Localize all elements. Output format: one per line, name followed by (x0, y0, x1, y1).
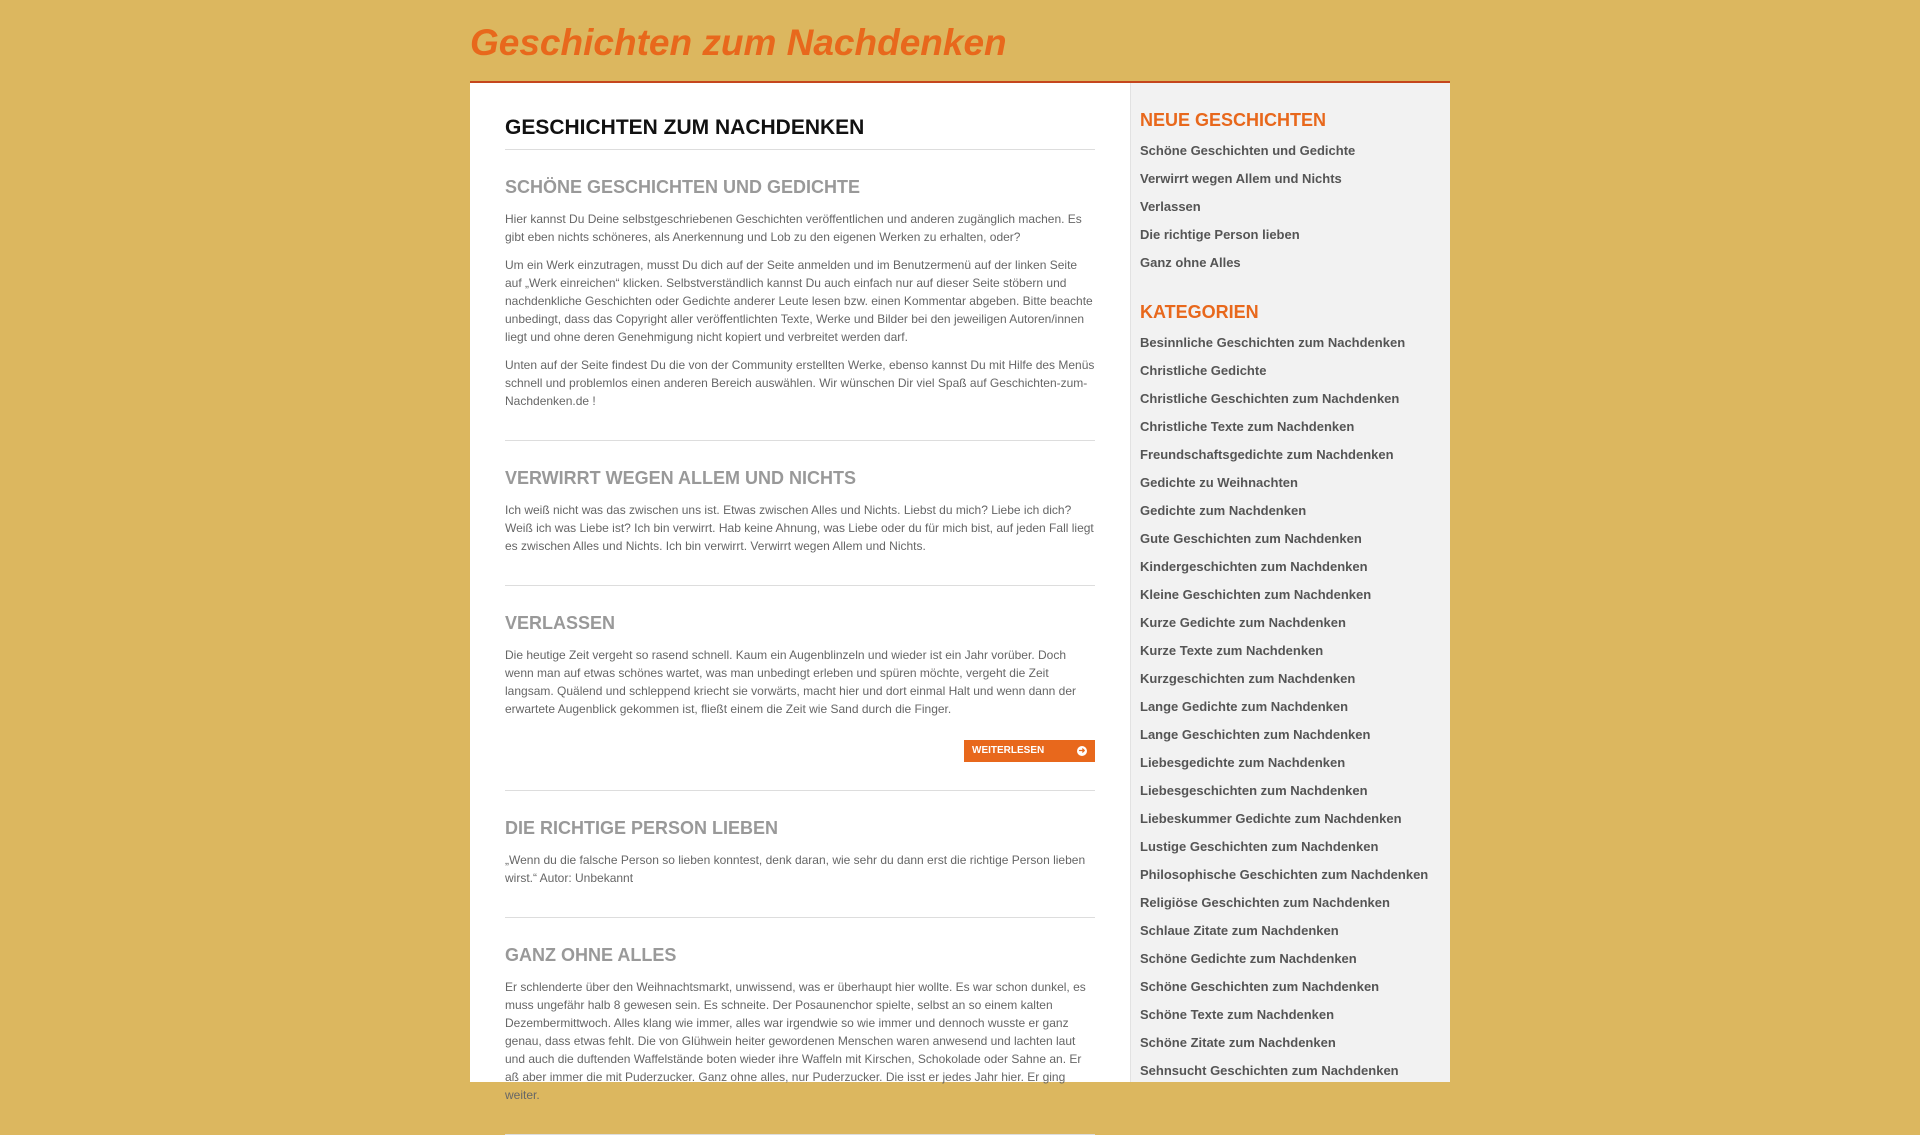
category-link[interactable]: Christliche Texte zum Nachdenken (1140, 419, 1355, 434)
post-title[interactable]: VERLASSEN (505, 613, 616, 633)
new-story-link[interactable]: Die richtige Person lieben (1140, 227, 1300, 242)
read-more-button[interactable] (964, 740, 1095, 762)
main-content (470, 83, 1130, 1102)
category-link[interactable]: Sehnsucht Geschichten zum Nachdenken (1140, 1063, 1399, 1078)
post (505, 441, 1095, 586)
post-title[interactable]: VERWIRRT WEGEN ALLEM UND NICHTS (505, 468, 856, 488)
page-wrapper (470, 81, 1450, 1102)
sidebar-inner (1140, 109, 1440, 1109)
category-link[interactable]: Christliche Gedichte (1140, 363, 1267, 378)
category-link[interactable]: Schlaue Zitate zum Nachdenken (1140, 923, 1339, 938)
post-paragraph: Die heutige Zeit vergeht so rasend schnell. Kaum ein Augenblinzeln und wieder ist ein Jahr vorüber. Doch wenn man auf etwas schönes wartet, was man unbedingt erleben und spüren möchte, vergeht die Zeit langsam. Quälend und schleppend kriecht sie vorwärts, macht hier und dort einmal Halt und wenn dann der erwartete Augenblick gekommen ist, fließt einem die Zeit wie Sand durch die Finger. (505, 648, 1076, 716)
category-link[interactable]: Kurzgeschichten zum Nachdenken (1140, 671, 1356, 686)
new-story-link[interactable]: Ganz ohne Alles (1140, 255, 1241, 270)
post-paragraph: Unten auf der Seite findest Du die von der Community erstellten Werke, ebenso kannst Du mit Hilfe des Menüs schnell und problemlos einen anderen Bereich auswählen. Wir wünschen Dir viel Spaß auf Geschichten-zum-Nachdenken.de ! (505, 358, 1095, 408)
category-link[interactable]: Lange Gedichte zum Nachdenken (1140, 699, 1349, 714)
post (505, 918, 1095, 1135)
post-paragraph: Hier kannst Du Deine selbstgeschriebenen Geschichten veröffentlichen und anderen zugänglich machen. Es gibt eben nichts schöneres, als Anerkennung und Lob zu den eigenen Werken zu erhalten, oder? (505, 212, 1082, 244)
post (505, 150, 1095, 441)
site-title[interactable]: Geschichten zum Nachdenken (470, 22, 1007, 63)
category-link[interactable]: Gedichte zu Weihnachten (1140, 475, 1298, 490)
category-link[interactable]: Schöne Zitate zum Nachdenken (1140, 1035, 1336, 1050)
category-link[interactable]: Schöne Texte zum Nachdenken (1140, 1007, 1335, 1022)
post-paragraph: „Wenn du die falsche Person so lieben konntest, denk daran, wie sehr du dann erst die richtige Person lieben wirst.“ Autor: Unbekannt (505, 853, 1086, 885)
post-paragraph: Um ein Werk einzutragen, musst Du dich auf der Seite anmelden und im Benutzermenü auf der linken Seite auf „Werk einreichen“ klicken. Selbstverständlich kannst Du auch einfach nur auf dieser Seite stöbern und nachdenkliche Geschichten oder Gedichte anderer Leute lesen bzw. einen Kommentar abgeben. Bitte beachte unbedingt, dass das Copyright aller veröffentlichten Texte, Werke und Bilder bei den jeweiligen Autoren/innen liegt und ohne deren Genehmigung nicht kopiert und verbreitet werden darf. (505, 258, 1093, 344)
read-more-label: WEITERLESEN (972, 745, 1045, 756)
category-link[interactable]: Liebeskummer Gedichte zum Nachdenken (1140, 811, 1402, 826)
new-story-link[interactable]: Verlassen (1140, 199, 1201, 214)
new-story-link[interactable]: Verwirrt wegen Allem und Nichts (1140, 171, 1342, 186)
category-link[interactable]: Schöne Gedichte zum Nachdenken (1140, 951, 1357, 966)
category-link[interactable]: Christliche Geschichten zum Nachdenken (1140, 391, 1400, 406)
category-link[interactable]: Lustige Geschichten zum Nachdenken (1140, 839, 1379, 854)
category-link[interactable]: Freundschaftsgedichte zum Nachdenken (1140, 447, 1394, 462)
category-link[interactable]: Religiöse Geschichten zum Nachdenken (1140, 895, 1390, 910)
category-link[interactable]: Kindergeschichten zum Nachdenken (1140, 559, 1368, 574)
arrow-right-icon: ➜ (1078, 746, 1086, 755)
sidebar (1130, 83, 1450, 1082)
new-stories-title: NEUE GESCHICHTEN (1140, 110, 1327, 130)
post-title[interactable]: DIE RICHTIGE PERSON LIEBEN (505, 818, 779, 838)
category-link[interactable]: Philosophische Geschichten zum Nachdenken (1140, 867, 1429, 882)
post (505, 586, 1095, 791)
category-link[interactable]: Schöne Geschichten zum Nachdenken (1140, 979, 1380, 994)
post-paragraph: Er schlenderte über den Weihnachtsmarkt, unwissend, was er überhaupt hier wollte. Es war schon dunkel, es muss ungefähr halb 8 gewesen sein. Es schneite. Der Posaunenchor spielte, selbst an so einem kalten Dezembermittwoch. Alles klang wie immer, alles war irgendwie so wie immer und dennoch wusste er ganz genau, dass etwas fehlt. Die von Glühwein heiter gewordenen Menschen waren anwesend und lachten laut und auch die duftenden Waffelstände boten wieder ihre Waffeln mit Kirschen, Schokolade oder Sahne an. Er aß aber immer die mit Puderzucker. Ganz ohne alles, nur Puderzucker. Die isst er jedes Jahr hier. Er ging weiter. (505, 980, 1086, 1102)
read-more-row (505, 740, 1095, 762)
categories-title: KATEGORIEN (1140, 302, 1259, 322)
category-link[interactable]: Kurze Texte zum Nachdenken (1140, 643, 1324, 658)
category-link[interactable]: Besinnliche Geschichten zum Nachdenken (1140, 335, 1406, 350)
category-link[interactable]: Kleine Geschichten zum Nachdenken (1140, 587, 1372, 602)
new-stories-list (1140, 137, 1440, 277)
post (505, 791, 1095, 918)
category-link[interactable]: Liebesgedichte zum Nachdenken (1140, 755, 1346, 770)
category-link[interactable]: Kurze Gedichte zum Nachdenken (1140, 615, 1346, 630)
post-title[interactable]: SCHÖNE GESCHICHTEN UND GEDICHTE (505, 177, 861, 197)
post-title[interactable]: GANZ OHNE ALLES (505, 945, 677, 965)
new-story-link[interactable]: Schöne Geschichten und Gedichte (1140, 143, 1356, 158)
category-link[interactable]: Gedichte zum Nachdenken (1140, 503, 1307, 518)
main-content-inner (505, 83, 1095, 1135)
post-paragraph: Ich weiß nicht was das zwischen uns ist. Etwas zwischen Alles und Nichts. Liebst du mich? Liebe ich dich? Weiß ich was Liebe ist? Ich bin verwirrt. Hab keine Ahnung, was Liebe oder du für mich bist, auf jeden Fall liegt es zwischen Alles und Nichts. Ich bin verwirrt. Verwirrt wegen Allem und Nichts. (505, 503, 1094, 553)
category-link[interactable]: Liebesgeschichten zum Nachdenken (1140, 783, 1368, 798)
page-heading: GESCHICHTEN ZUM NACHDENKEN (505, 113, 1095, 150)
category-link[interactable]: Lange Geschichten zum Nachdenken (1140, 727, 1371, 742)
category-link[interactable]: Gute Geschichten zum Nachdenken (1140, 531, 1362, 546)
categories-list (1140, 329, 1440, 1085)
